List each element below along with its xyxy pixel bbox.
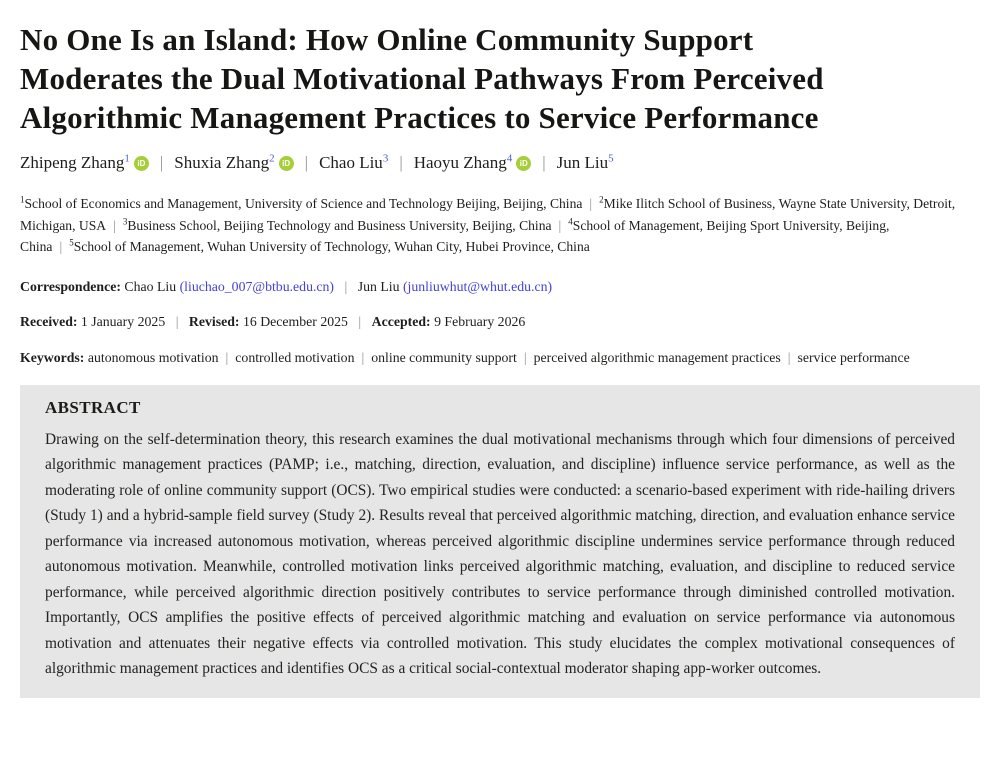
author: [174, 153, 293, 172]
author-name: Jun Liu: [556, 153, 609, 172]
received-date: 1 January 2025: [80, 313, 166, 329]
author-affiliation-sup: 4: [506, 152, 513, 165]
orcid-icon-label: iD: [137, 159, 146, 168]
correspondence-email-link[interactable]: (junliuwhut@whut.edu.cn): [402, 278, 553, 294]
history-separator: |: [358, 313, 362, 329]
keyword-separator: |: [225, 349, 229, 365]
keyword-separator: |: [523, 349, 527, 365]
author: [20, 153, 149, 172]
author-affiliation-sup: 1: [124, 152, 130, 165]
affiliation-sup: 2: [599, 194, 604, 205]
orcid-icon-label: iD: [282, 159, 291, 168]
affiliation-separator: |: [59, 239, 63, 254]
orcid-icon[interactable]: [134, 156, 149, 171]
affiliation-separator: |: [113, 217, 116, 233]
affiliation-sup: 3: [122, 215, 128, 226]
paper-title: [20, 20, 980, 137]
keyword-item: service performance: [797, 349, 910, 365]
correspondence-separator: |: [344, 278, 348, 294]
keywords-label: Keywords:: [20, 349, 85, 365]
affiliation-sup: 1: [20, 194, 25, 205]
affiliation-text: Mike Ilitch School of Business, Wayne State University, Detroit, Michigan, USA: [20, 196, 956, 233]
correspondence-name: Jun Liu: [357, 278, 400, 294]
author-affiliation-sup: 3: [382, 152, 389, 165]
abstract-text: Drawing on the self-determination theory, this research examines the dual motivational mechanisms through which four dimensions of perceived algorithmic management practices (PAMP; i.e., matching, direction, evaluation, and discipline) influence service performance, as well as the moderating role of online community support (OCS). Two empirical studies were conducted: a scenario-based experiment with ride-hailing drivers (Study 1) and a hybrid-sample field survey (Study 2). Results reveal that perceived algorithmic matching, direction, and evaluation enhance service performance via increased autonomous motivation, whereas perceived algorithmic discipline undermines service performance through reduced autonomous motivation. Meanwhile, controlled motivation links perceived algorithmic matching, evaluation, and discipline to reduced service performance, while perceived algorithmic direction positively contributes to service performance through diminished controlled motivation. Importantly, OCS amplifies the positive effects of perceived algorithmic matching and evaluation on service performance via autonomous motivation and attenuates their negative effects via controlled motivation. This study elucidates the complex motivational consequences of algorithmic management practices and identifies OCS as a critical social-contextual moderator shaping app-worker outcomes.: [45, 430, 955, 677]
title-line-1: No One Is an Island: How Online Community Support: [20, 22, 754, 57]
accepted-date: 9 February 2026: [434, 313, 526, 329]
keyword-item: online community support: [371, 349, 517, 365]
accepted-label: Accepted:: [371, 313, 431, 329]
author: [557, 153, 614, 172]
orcid-icon-label: iD: [519, 159, 528, 168]
affiliations: [20, 193, 980, 258]
correspondence-name: Chao Liu: [124, 278, 177, 294]
title-line-3: Algorithmic Management Practices to Service Performance: [20, 100, 819, 135]
affiliation-text: School of Management, Wuhan University of Technology, Wuhan City, Hubei Province, China: [73, 239, 590, 254]
title-line-2: Moderates the Dual Motivational Pathways From Perceived: [20, 61, 824, 96]
keyword-item: perceived algorithmic management practices: [533, 349, 781, 365]
affiliation-text: School of Management, Beijing Sport University, Beijing, China: [20, 217, 890, 254]
keyword-separator: |: [361, 349, 365, 365]
keyword-item: autonomous motivation: [87, 349, 219, 365]
author-name: Chao Liu: [319, 153, 383, 172]
author-separator: |: [399, 153, 403, 172]
author-separator: |: [542, 153, 546, 172]
correspondence-email-link[interactable]: (liuchao_007@btbu.edu.cn): [179, 278, 335, 294]
keyword-item: controlled motivation: [235, 349, 355, 365]
orcid-icon[interactable]: [516, 156, 531, 171]
revised-date: 16 December 2025: [242, 313, 348, 329]
author-list: [20, 153, 980, 173]
received-label: Received:: [20, 313, 78, 329]
keywords-line: [20, 347, 980, 369]
affiliation-text: School of Economics and Management, University of Science and Technology Beijing, Beijing, China: [24, 196, 583, 211]
affiliation-separator: |: [558, 217, 562, 233]
correspondence-line: [20, 277, 980, 297]
author-affiliation-sup: 2: [269, 152, 275, 165]
author: [414, 153, 532, 172]
revised-label: Revised:: [188, 313, 240, 329]
author: [319, 153, 388, 172]
history-separator: |: [175, 313, 179, 329]
abstract-heading: ABSTRACT: [45, 397, 141, 417]
affiliation-sup: 5: [69, 237, 74, 248]
affiliation-text: Business School, Beijing Technology and Business University, Beijing, China: [127, 217, 552, 233]
affiliation-sup: 4: [568, 215, 573, 226]
correspondence-label: Correspondence:: [20, 278, 121, 294]
author-separator: |: [304, 153, 309, 172]
orcid-icon[interactable]: [279, 156, 294, 171]
author-separator: |: [159, 153, 164, 172]
author-name: Haoyu Zhang: [413, 153, 507, 172]
article-history-line: [20, 312, 980, 332]
author-affiliation-sup: 5: [608, 152, 614, 165]
author-name: Zhipeng Zhang: [20, 153, 125, 172]
author-name: Shuxia Zhang: [174, 153, 270, 172]
keyword-separator: |: [787, 349, 791, 365]
abstract-section: [20, 385, 980, 698]
affiliation-separator: |: [589, 196, 593, 211]
